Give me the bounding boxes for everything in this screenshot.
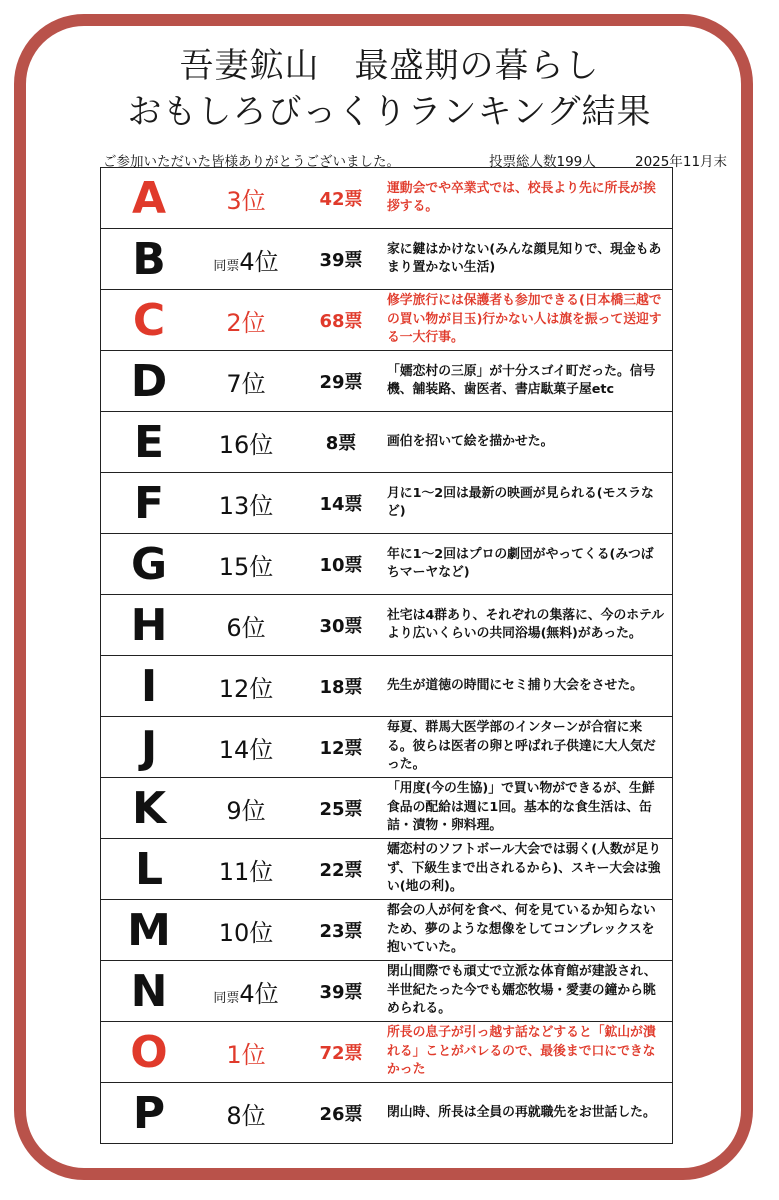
row-cell [101,717,673,778]
row-content [101,290,672,350]
item-description: 家に鍵はかけない(みんな顔見知りで、現金もあまり置かない生活) [387,241,662,275]
item-votes: 8票 [325,433,357,454]
rank-value: 7位 [226,369,266,398]
table-row [101,412,673,473]
item-description: 画伯を招いて絵を描かせた。 [387,433,554,449]
table-row [101,900,673,961]
item-votes: 72票 [319,1043,363,1064]
row-content [101,1022,672,1082]
item-votes: 39票 [319,982,363,1003]
row-cell [101,1022,673,1083]
item-votes: 12票 [319,738,363,759]
item-description: 月に1～2回は最新の映画が見られる(モスラなど) [387,485,654,519]
item-rank [197,669,295,704]
rank-value: 15位 [218,552,274,581]
table-row [101,656,673,717]
item-description: 都会の人が何を食べ、何を見ているか知らないため、夢のような想像をしてコンプレックスを抱いていた。 [387,903,656,956]
row-content [101,1083,672,1143]
item-rank [197,547,295,582]
table-row [101,1083,673,1144]
row-content [101,168,672,228]
row-cell [101,778,673,839]
item-votes: 68票 [319,311,363,332]
rank-value: 8位 [226,1101,266,1130]
row-content [101,534,672,594]
page-title: 吾妻鉱山 最盛期の暮らし [179,46,600,86]
item-letter: N [130,965,168,1017]
item-letter: A [131,172,167,224]
item-rank [197,303,295,338]
item-votes: 30票 [319,616,363,637]
item-votes: 39票 [319,250,363,271]
item-letter: K [131,782,167,834]
row-cell [101,290,673,351]
row-content [101,839,672,899]
page-subtitle: おもしろびっくりランキング結果 [127,92,652,132]
item-votes: 42票 [319,189,363,210]
row-cell [101,961,673,1022]
item-letter: P [132,1087,166,1139]
item-description: 嬬恋村のソフトボール大会では弱く(人数が足りず、下級生まで出されるから)、スキー大会は強い(地の利)。 [387,842,662,895]
item-rank [197,1035,295,1070]
item-letter: C [132,294,166,346]
voter-count: 投票総人数199人 [489,154,596,170]
rank-value: 3位 [226,186,266,215]
item-description: 閉山間際でも頑丈で立派な体育館が建設され、半世紀たった今でも嬬恋牧場・愛妻の鐘から眺められる。 [387,964,657,1017]
table-row [101,839,673,900]
item-votes: 23票 [319,921,363,942]
item-rank [197,730,295,765]
rank-value: 4位 [239,979,279,1008]
item-description: 先生が道徳の時間にセミ捕り大会をさせた。 [387,677,643,693]
item-votes: 29票 [319,372,363,393]
item-letter: I [140,660,158,712]
row-cell [101,900,673,961]
table-row [101,351,673,412]
rank-value: 4位 [239,247,279,276]
date-text: 2025年11月末 [635,154,728,170]
table-row [101,961,673,1022]
item-rank [197,181,295,216]
row-content [101,656,672,716]
item-letter: G [130,538,168,590]
item-rank [197,425,295,460]
item-rank [197,608,295,643]
item-votes: 25票 [319,799,363,820]
row-content [101,900,672,960]
table-row [101,473,673,534]
rank-value: 1位 [226,1040,266,1069]
item-votes: 14票 [319,494,363,515]
item-description: 年に1～2回はプロの劇団がやってくる(みつばちマーヤなど) [387,546,654,580]
item-description: 修学旅行には保護者も参加できる(日本橋三越での買い物が目玉)行かない人は旗を振って送迎する一大行事。 [387,293,662,346]
item-rank [197,852,295,887]
tie-prefix: 同票 [213,258,240,274]
item-letter: O [130,1026,168,1078]
row-content [101,412,672,472]
row-cell [101,595,673,656]
row-cell [101,1083,673,1144]
rank-value: 13位 [218,491,274,520]
item-rank [197,913,295,948]
rank-value: 6位 [226,613,266,642]
item-votes: 22票 [319,860,363,881]
item-votes: 18票 [319,677,363,698]
row-content [101,778,672,838]
item-rank [197,1096,295,1131]
row-cell [101,412,673,473]
rank-value: 10位 [218,918,274,947]
row-content [101,595,672,655]
row-content [101,229,672,289]
row-content [101,473,672,533]
table-row [101,595,673,656]
item-letter: F [133,477,165,529]
item-description: 運動会でや卒業式では、校長より先に所長が挨拶する。 [387,180,656,214]
table-row [101,168,673,229]
ranking-table [100,167,673,1144]
table-row [101,717,673,778]
row-cell [101,839,673,900]
item-letter: J [140,721,158,773]
row-cell [101,229,673,290]
rank-value: 11位 [218,857,274,886]
row-content [101,961,672,1021]
tie-prefix: 同票 [213,990,240,1006]
item-letter: M [127,904,171,956]
item-letter: E [133,416,165,468]
item-letter: L [134,843,164,895]
item-letter: B [132,233,166,285]
row-cell [101,473,673,534]
row-content [101,351,672,411]
table-row [101,778,673,839]
rank-value: 12位 [218,674,274,703]
row-cell [101,534,673,595]
item-rank [197,364,295,399]
row-cell [101,168,673,229]
rank-value: 9位 [226,796,266,825]
rank-value: 16位 [218,430,274,459]
table-row [101,290,673,351]
row-content [101,717,672,777]
table-row [101,534,673,595]
item-votes: 26票 [319,1104,363,1125]
item-letter: H [130,599,168,651]
item-description: 「用度(今の生協)」で買い物ができるが、生鮮食品の配給は週に1回。基本的な食生活は、缶詰・漬物・卵料理。 [387,781,655,834]
item-rank [197,242,295,277]
table-row [101,229,673,290]
item-description: 「嬬恋村の三原」が十分スゴイ町だった。信号機、舗装路、歯医者、書店駄菓子屋etc [387,363,656,397]
item-description: 社宅は4群あり、それぞれの集落に、今のホテルより広いくらいの共同浴場(無料)があった。 [387,607,664,641]
rank-value: 14位 [218,735,274,764]
row-cell [101,656,673,717]
item-rank [197,974,295,1009]
thanks-text: ご参加いただいた皆様ありがとうございました。 [103,154,400,170]
item-rank [197,791,295,826]
item-description: 所長の息子が引っ越す話などすると「鉱山が潰れる」ことがバレるので、最後まで口にできなかった [387,1025,656,1078]
item-rank [197,486,295,521]
item-votes: 10票 [319,555,363,576]
item-letter: D [130,355,168,407]
item-description: 毎夏、群馬大医学部のインターンが合宿に来る。彼らは医者の卵と呼ばれ子供達に大人気だった。 [387,720,656,773]
item-description: 閉山時、所長は全員の再就職先をお世話した。 [387,1104,656,1120]
rank-value: 2位 [226,308,266,337]
row-cell [101,351,673,412]
table-row [101,1022,673,1083]
